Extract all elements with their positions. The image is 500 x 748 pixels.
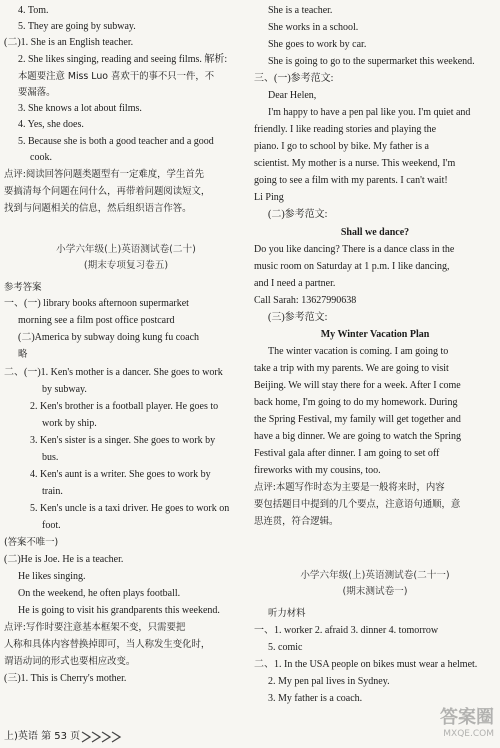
left-line: 4. Tom. [18, 5, 49, 16]
right-line: scientist. My mother is a nurse. This weekend, I'm [254, 158, 456, 169]
left-line: (二)He is Joe. He is a teacher. [4, 554, 124, 565]
right-line: She is going to go to the supermarket this weekend. [268, 56, 475, 67]
left-line: 点评:写作时要注意基本框架不变，只需要把 [4, 622, 186, 633]
left-line: 要漏落。 [18, 87, 56, 98]
right-line: She works in a school. [268, 22, 359, 33]
left-line: On the weekend, he often plays football. [18, 588, 181, 599]
left-line: 3. Ken's sister is a singer. She goes to work by [30, 435, 216, 446]
left-line: 3. She knows a lot about films. [18, 103, 142, 114]
left-line: 人称和具体内容替换掉即可，当人称发生变化时， [4, 639, 211, 650]
right-line: Do you like dancing? There is a dance class in the [254, 244, 455, 255]
left-line: 5. Because she is both a good teacher and a good [18, 136, 214, 147]
right-line: Dear Helen, [268, 90, 317, 101]
right-line: 二、1. In the USA people on bikes must wear a helmet. [254, 659, 478, 670]
left-line: 要搞清每个问题在问什么，再带着问题阅读短文， [4, 186, 211, 197]
left-line: 参考答案 [4, 282, 42, 293]
watermark [424, 708, 494, 746]
left-line: by subway. [42, 384, 87, 395]
right-line: 5. comic [268, 642, 303, 653]
right-line: music room on Saturday at 1 p.m. I like dancing, [254, 261, 450, 272]
watermark-site: MXQE.COM [443, 729, 494, 739]
right-line: 小学六年级(上)英语测试卷(二十一) [300, 570, 450, 581]
left-line: 点评:阅读回答问题类题型有一定难度，学生首先 [4, 169, 205, 180]
page-footer: 上)英语 第 53 页 [4, 731, 81, 742]
left-line: 4. Ken's aunt is a writer. She goes to work by [30, 469, 211, 480]
right-line: (二)参考范文: [268, 209, 328, 220]
left-line: 5. Ken's uncle is a taxi driver. He goes to work on [30, 503, 230, 514]
right-line: the Spring Festival, my family will get together and [254, 414, 461, 425]
left-line: 2. Ken's brother is a football player. He goes to [30, 401, 219, 412]
right-line: going to see a film with my parents. I can't wait! [254, 175, 448, 186]
left-line: 2. She likes singing, reading and seeing films. 解析: [18, 54, 228, 65]
left-line: foot. [42, 520, 61, 531]
left-line: He is going to visit his grandparents this weekend. [18, 605, 220, 616]
right-line: I'm happy to have a pen pal like you. I'm quiet and [268, 107, 471, 118]
right-line: My Winter Vacation Plan [320, 329, 430, 340]
left-line: morning see a film post office postcard [18, 315, 175, 326]
right-line: piano. I go to school by bike. My father is a [254, 141, 429, 152]
right-line: (期末测试卷一) [342, 586, 408, 597]
arrow-decoration-icon [80, 730, 130, 744]
left-line: 本题要注意 Miss Luo 喜欢干的事不只一件，不 [18, 71, 215, 82]
right-line: Beijing. We will stay there for a week. After I come [254, 380, 461, 391]
right-line: fireworks with my cousins, too. [254, 465, 381, 476]
right-line: 听力材料 [268, 608, 306, 619]
left-line: (二)America by subway doing kung fu coach [18, 332, 200, 343]
watermark-logo: 答案圈 [440, 707, 494, 728]
left-line: 找到与问题相关的信息，然后组织语言作答。 [4, 203, 192, 214]
left-line: 一、(一) library books afternoon supermarket [4, 298, 189, 309]
right-line: 三、(一)参考范文: [254, 73, 334, 84]
right-line: 一、1. worker 2. afraid 3. dinner 4. tomorrow [254, 625, 439, 636]
right-line: 3. My father is a coach. [268, 693, 363, 704]
right-line: She goes to work by car. [268, 39, 367, 50]
left-line: (三)1. This is Cherry's mother. [4, 673, 127, 684]
left-line: 小学六年级(上)英语测试卷(二十) [56, 244, 196, 255]
left-line: 略 [18, 349, 28, 360]
left-line: (二)1. She is an English teacher. [4, 37, 134, 48]
right-line: and I need a partner. [254, 278, 336, 289]
left-line: (答案不唯一) [4, 537, 59, 548]
right-line: (三)参考范文: [268, 312, 328, 323]
left-line: 5. They are going by subway. [18, 21, 136, 32]
right-line: 点评:本题写作时态为主要是一般将来时，内容 [254, 482, 445, 493]
right-line: Li Ping [254, 192, 284, 203]
right-line: 2. My pen pal lives in Sydney. [268, 676, 390, 687]
left-line: work by ship. [42, 418, 97, 429]
left-line: 二、(一)1. Ken's mother is a dancer. She goes to work [4, 367, 223, 378]
right-line: Call Sarah: 13627990638 [254, 295, 357, 306]
left-line: He likes singing. [18, 571, 86, 582]
left-line: bus. [42, 452, 59, 463]
right-line: Festival gala after dinner. I am going to set off [254, 448, 440, 459]
left-line: 4. Yes, she does. [18, 119, 84, 130]
right-line: 思连贯，符合逻辑。 [254, 516, 339, 527]
right-line: take a trip with my parents. We are going to visit [254, 363, 449, 374]
right-line: She is a teacher. [268, 5, 333, 16]
left-line: train. [42, 486, 63, 497]
right-line: back home, I'm going to do my homework. During [254, 397, 458, 408]
right-line: Shall we dance? [340, 227, 410, 238]
right-line: have a big dinner. We are going to watch the Spring [254, 431, 462, 442]
left-line: (期末专项复习卷五) [83, 260, 169, 271]
left-line: cook. [30, 152, 52, 163]
right-line: 要包括题目中提到的几个要点，注意语句通顺，意 [254, 499, 461, 510]
right-line: The winter vacation is coming. I am going to [268, 346, 449, 357]
left-line: 谓语动词的形式也要相应改变。 [4, 656, 136, 667]
right-line: friendly. I like reading stories and playing the [254, 124, 437, 135]
